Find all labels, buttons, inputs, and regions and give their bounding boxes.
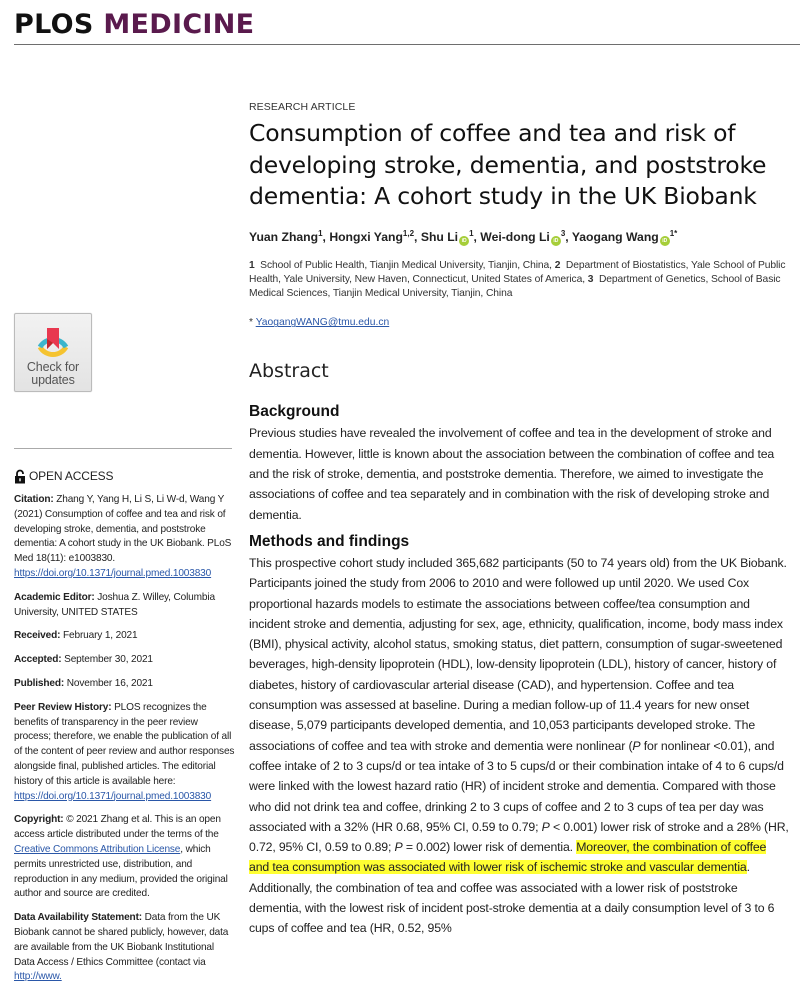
check-for-updates-button[interactable] bbox=[14, 313, 92, 392]
copyright-label: Copyright: bbox=[14, 814, 64, 826]
crossmark-icon bbox=[34, 321, 72, 359]
author-name[interactable]: Hongxi Yang bbox=[329, 229, 403, 244]
methods-text bbox=[249, 553, 789, 939]
published-date: November 16, 2021 bbox=[66, 677, 153, 689]
received-block bbox=[14, 629, 236, 644]
abstract-heading: Abstract bbox=[249, 360, 329, 383]
peer-review-text: PLOS recognizes the benefits of transparency in the peer review process; therefore, we enable the publication of all of the content of peer review and author responses alongside final, published articles. The editorial history of this article is available here: bbox=[14, 701, 235, 787]
p-value-symbol: P bbox=[394, 840, 403, 855]
logo-plos: PLOS bbox=[14, 9, 94, 40]
received-date: February 1, 2021 bbox=[63, 630, 138, 642]
author-affil-sup: 1 bbox=[469, 228, 474, 238]
sidebar bbox=[14, 313, 236, 985]
sidebar-divider bbox=[14, 448, 232, 449]
data-availability-label: Data Availability Statement: bbox=[14, 912, 142, 924]
author-affil-sup: 3 bbox=[560, 228, 566, 238]
affiliation-text: Department of Genetics, School of Basic Medical Sciences, Tianjin Medical University, Tianjin, China bbox=[249, 273, 781, 300]
badge-line1: Check for bbox=[26, 360, 80, 374]
orcid-icon[interactable]: iD bbox=[551, 236, 561, 246]
affiliation-number: 1 bbox=[249, 259, 255, 271]
header-divider bbox=[14, 44, 800, 45]
author-name[interactable]: Wei-dong Li bbox=[480, 229, 550, 244]
editor-text: Joshua Z. Willey, Columbia University, UNITED STATES bbox=[14, 591, 215, 618]
methods-text-part: This prospective cohort study included 365,682 participants (50 to 74 years old) from the UK Biobank. Participants joined the study from 2006 to 2010 and were followed up until 2020. We used Cox proportional hazards models to estimate the associations between coffee/tea consumption and incident stroke and dementia, adjusting for sex, age, ethnicity, qualification, income, body mass index (BMI), physical activity, alcohol status, smoking status, diet pattern, consumption of sugar-sweetened beverages, high-density lipoprotein (HDL), low-density lipoprotein (LDL), history of cancer, history of diabetes, history of cardiovascular arterial disease (CAD), and hypertension. Coffee and tea consumption was assessed at baseline. During a median follow-up of 11.4 years for new onset disease, 5,079 participants developed dementia, and 10,053 participants developed stroke. The associations of coffee and tea with stroke and dementia were nonlinear ( bbox=[249, 555, 787, 753]
background-heading: Background bbox=[249, 403, 340, 421]
published-label: Published: bbox=[14, 677, 65, 689]
open-lock-icon bbox=[14, 469, 27, 484]
citation-label: Citation: bbox=[14, 494, 54, 505]
peer-review-block bbox=[14, 701, 236, 805]
author-list: Yuan Zhang$^1$, Hongxi Yang$^{1,2}$, Shu Li $iD^1$, Wei-dong Li $iD^3$, Yaogang Wang $iD^{1*}$ bbox=[249, 228, 678, 244]
author-name[interactable]: Yuan Zhang bbox=[249, 229, 319, 244]
corresponding-email-link[interactable]: YaogangWANG@tmu.edu.cn bbox=[255, 317, 390, 329]
accepted-date: September 30, 2021 bbox=[64, 654, 153, 666]
peer-review-label: Peer Review History: bbox=[14, 701, 112, 713]
affiliations bbox=[249, 259, 789, 302]
affiliation-text: School of Public Health, Tianjin Medical University, Tianjin, China, bbox=[260, 259, 552, 271]
copyright-text-end: , which permits unrestricted use, distribution, and reproduction in any medium, provided the original author and source are credited. bbox=[14, 843, 228, 900]
published-block bbox=[14, 677, 236, 692]
editor-block bbox=[14, 591, 236, 621]
copyright-block bbox=[14, 813, 236, 902]
author-affil-sup: 1 bbox=[318, 228, 323, 238]
article-main bbox=[249, 101, 789, 939]
author-affil-sup: 1,2 bbox=[402, 228, 415, 238]
article-title: Consumption of coffee and tea and risk of developing stroke, dementia, and poststroke dementia: A cohort study in the UK Biobank bbox=[249, 119, 767, 210]
corresponding-mark: * bbox=[249, 317, 254, 329]
affiliation-text: Department of Biostatistics, Yale School of Public Health, Yale University, New Haven, Connecticut, United States of America, bbox=[249, 259, 786, 285]
methods-text-part: . Additionally, the combination of tea and coffee was associated with a lower risk of poststroke dementia, with the lowest risk of incident post-stroke dementia at a daily consumption level of 3 to 6 cups of coffee and tea (HR, 0.52, 95% bbox=[249, 860, 775, 936]
affiliation-number: 3 bbox=[587, 273, 594, 285]
orcid-icon[interactable]: iD bbox=[660, 236, 670, 246]
accepted-block bbox=[14, 653, 236, 668]
received-label: Received: bbox=[14, 630, 61, 642]
author-name[interactable]: Yaogang Wang bbox=[571, 229, 659, 244]
methods-text-part: for nonlinear <0.01), and coffee intake of 2 to 3 cups/d or tea intake of 3 to 5 cups/d or their combination intake of 4 to 6 cups/d were linked with the lowest hazard ratio (HR) of incident stroke and dementia. Compared with those who did not drink tea and coffee, drinking 2 to 3 cups of coffee and 2 to 3 cups of tea per day was associated with a 32% (HR 0.68, 95% CI, 0.59 to 0.79; bbox=[249, 738, 784, 834]
peer-review-link[interactable]: https://doi.org/10.1371/journal.pmed.1003830 bbox=[14, 790, 212, 802]
editor-label: Academic Editor: bbox=[14, 591, 95, 603]
p-value-symbol: P bbox=[541, 819, 550, 834]
journal-logo bbox=[14, 9, 254, 40]
logo-medicine: MEDICINE bbox=[103, 9, 255, 40]
citation-doi-link[interactable]: https://doi.org/10.1371/journal.pmed.1003830 bbox=[14, 567, 212, 579]
open-access-label bbox=[14, 468, 236, 484]
p-value-symbol: P bbox=[632, 738, 641, 753]
data-availability-block bbox=[14, 911, 236, 985]
orcid-icon[interactable]: iD bbox=[459, 236, 469, 246]
open-access-text: OPEN ACCESS bbox=[29, 468, 114, 483]
article-type: RESEARCH ARTICLE bbox=[249, 101, 356, 113]
author[interactable] bbox=[480, 230, 565, 244]
affiliation-number: 2 bbox=[554, 259, 561, 271]
author[interactable] bbox=[249, 230, 323, 244]
author-affil-sup: 1* bbox=[669, 228, 678, 238]
license-link[interactable]: Creative Commons Attribution License bbox=[14, 843, 181, 855]
methods-text-part: < 0.001) lower risk of stroke and a 28% (HR, 0.72, 95% CI, 0.59 to 0.89; bbox=[249, 819, 789, 855]
copyright-text: © 2021 Zhang et al. This is an open access article distributed under the terms of the bbox=[14, 814, 221, 841]
highlighted-text: Moreover, the combination of coffee and tea consumption was associated with lower risk of ischemic stroke and vascular dementia bbox=[249, 840, 767, 875]
author[interactable] bbox=[421, 230, 474, 244]
author[interactable] bbox=[572, 230, 677, 244]
data-availability-text: Data from the UK Biobank cannot be shared publicly, however, data are available from the UK Biobank Institutional Data Access / Ethics Committee (contact via bbox=[14, 912, 229, 968]
corresponding-author bbox=[249, 317, 789, 328]
data-availability-link[interactable]: http://www. bbox=[14, 971, 62, 983]
badge-label bbox=[15, 361, 91, 386]
citation-block bbox=[14, 493, 236, 582]
accepted-label: Accepted: bbox=[14, 654, 62, 666]
background-text: Previous studies have revealed the involvement of coffee and tea in the development of stroke and dementia. However, little is known about the association between the combination of coffee and tea and the risk of stroke, dementia, and poststroke dementia. Therefore, we aimed to investigate the associations of coffee and tea separately and in combination with the risk of developing stroke and dementia. bbox=[249, 426, 775, 522]
citation-text: Zhang Y, Yang H, Li S, Li W-d, Wang Y (2021) Consumption of coffee and tea and risk of developing stroke, dementia, and poststroke dementia: A cohort study in the UK Biobank. PLoS Med 18(11): e1003830. bbox=[14, 494, 232, 565]
author-name[interactable]: Shu Li bbox=[420, 229, 459, 244]
methods-text-part: = 0.002) lower risk of dementia. bbox=[402, 840, 577, 855]
badge-line2: updates bbox=[31, 372, 75, 387]
methods-heading: Methods and findings bbox=[249, 532, 410, 550]
author[interactable] bbox=[329, 230, 414, 244]
